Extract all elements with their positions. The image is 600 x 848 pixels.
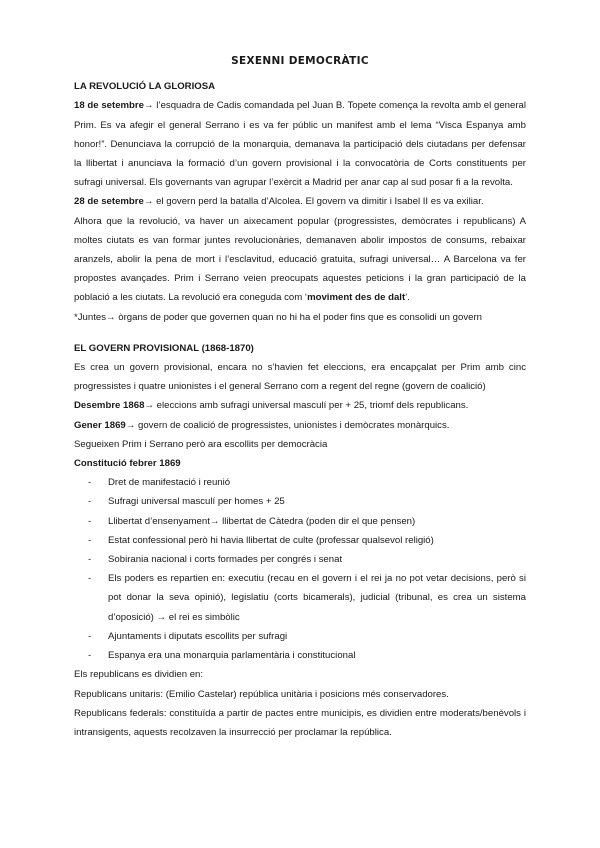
paragraph-18-setembre: [74, 96, 526, 192]
paragraph-govern-intro: Es crea un govern provisional, encara no s’havien fet eleccions, era encapçalat per Prim amb cinc progressistes i quatre unionistes i el general Serrano com a regent del regne (govern de coalició): [74, 362, 526, 393]
paragraph-desembre: [74, 396, 526, 415]
paragraph-republicans-intro: Els republicans es dividien en:: [74, 669, 204, 681]
dash-bullet: -: [88, 554, 92, 566]
paragraph-text-end: ’.: [405, 292, 410, 304]
page-title: SEXENNI DEMOCRÀTIC: [231, 55, 369, 67]
section-heading-revolucio: LA REVOLUCIÓ LA GLORIOSA: [74, 81, 216, 93]
paragraph-gener: [74, 416, 526, 435]
date-28-setembre: 28 de setembre: [74, 196, 144, 208]
note-juntes: *Juntes→ òrgans de poder que governen quan no hi ha el poder fins que es consolidi un govern: [74, 311, 483, 323]
list-item: - Ajuntaments i diputats escollits per sufragi: [74, 627, 526, 646]
paragraph-text: → eleccions amb sufragi universal masculí per + 25, triomf dels republicans.: [144, 400, 469, 412]
document-page: [74, 52, 526, 742]
dash-bullet: -: [88, 573, 92, 585]
dash-bullet: -: [88, 496, 92, 508]
dash-bullet: -: [88, 477, 92, 489]
paragraph-text: Alhora que la revolució, va haver un aixecament popular (progressistes, demòcrates i republicans) A moltes ciutats es van formar juntes revolucionàries, demanaven abolir impostos de consums, rebaixar aranzels, abolir la pena de mort i l’esclavitud, educació gratuita, sufragi universal… A Barcelona va fer propostes avançades. Prim i Serrano veien preocupats aquestes peticions i la gran participació de la població a les ciutats. La revolució era coneguda com ‘: [74, 215, 526, 304]
list-item: - Sobirania nacional i corts formades per congrés i senat: [74, 550, 526, 569]
list-item: - Espanya era una monarquia parlamentària i constitucional: [74, 646, 526, 665]
list-item: - Dret de manifestació i reunió: [74, 473, 526, 492]
paragraph-text: → govern de coalició de progressistes, unionistes i demòcrates monàrquics.: [125, 419, 450, 431]
list-item: - Els poders es repartien en: executiu (recau en el govern i el rei ja no pot vetar decisions, però si pot donar la seva opinió), legislatiu (corts bicamerals), judicial (tribunal, es crea un sistema d’oposició) → el rei es simbòlic: [74, 569, 526, 627]
paragraph-28-setembre: [74, 192, 526, 211]
constitution-list: [74, 473, 526, 665]
paragraph-republicans-unitaris: Republicans unitaris: (Emilio Castelar) república unitària i posicions més conservadores.: [74, 688, 449, 700]
dash-bullet: -: [88, 650, 92, 662]
dash-bullet: -: [88, 534, 92, 546]
dash-bullet: -: [88, 515, 92, 527]
bold-term: moviment des de dalt: [307, 292, 406, 304]
date-gener-1869: Gener 1869: [74, 419, 126, 431]
list-item: - Llibertat d’ensenyament→ llibertat de Càtedra (poden dir el que pensen): [74, 512, 526, 531]
paragraph-aixecament: [74, 212, 526, 308]
date-desembre-1868: Desembre 1868: [74, 400, 145, 412]
paragraph-text: → l’esquadra de Cadis comandada pel Juan B. Topete comença la revolta amb el general Prim. Es va afegir el general Serrano i es va fer públic un manifest amb el lema “Visca Espanya amb honor!”. Denunciava la corrupció de la monarquia, demanava la participació dels ciutadans per defensar la llibertat i anunciava la formació d’un govern provisional i la convocatòria de Corts constituents per sufragi universal. Els governants van agrupar l’exèrcit a Madrid per anar cap al sud posar fi a la revolta.: [74, 100, 526, 189]
dash-bullet: -: [88, 630, 92, 642]
paragraph-text: → el govern perd la batalla d’Alcolea. El govern va dimitir i Isabel II es va exiliar.: [143, 196, 484, 208]
date-18-setembre: 18 de setembre: [74, 100, 144, 112]
list-item: - Sufragi universal masculí per homes + 25: [74, 492, 526, 511]
constitution-heading: Constitució febrer 1869: [74, 458, 181, 470]
list-item: - Estat confessional però hi havia llibertat de culte (professar qualsevol religió): [74, 531, 526, 550]
section-heading-govern: EL GOVERN PROVISIONAL (1868-1870): [74, 342, 254, 354]
paragraph-segueixen: Segueixen Prim i Serrano però ara escollits per democràcia: [74, 438, 328, 450]
paragraph-republicans-federals: Republicans federals: constituïda a partir de pactes entre municipis, es dividien entre moderats/benèvols i intransigents, aquests recolzaven la insurrecció per proclamar la república.: [74, 707, 526, 738]
